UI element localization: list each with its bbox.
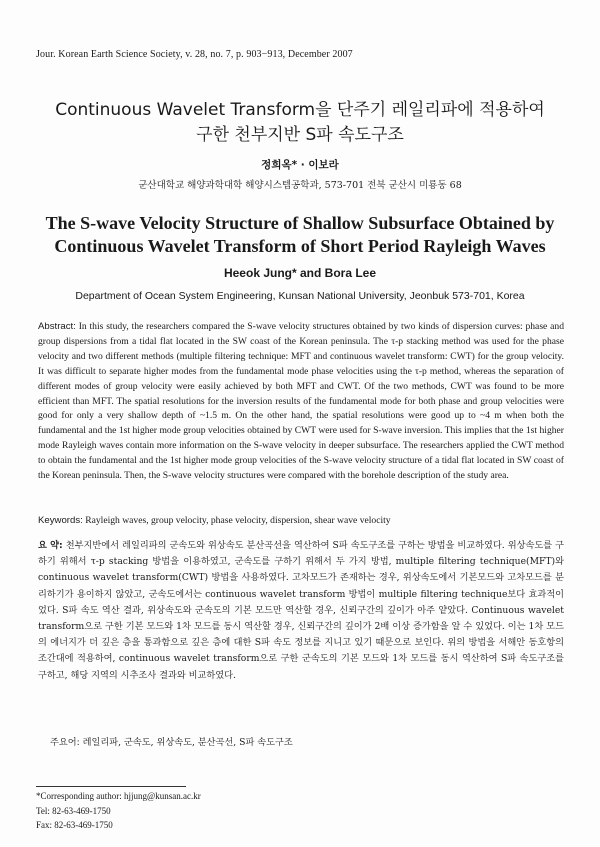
korean-keywords-text: 레일리파, 군속도, 위상속도, 분산곡선, S파 속도구조 (82, 737, 293, 748)
korean-authors: 정희옥* · 이보라 (261, 159, 339, 171)
keywords-label: Keywords: (38, 515, 83, 526)
keywords-text: Rayleigh waves, group velocity, phase velocity, dispersion, shear wave velocity (85, 515, 391, 526)
english-abstract (38, 320, 564, 484)
korean-keywords-label: 주요어: (50, 737, 80, 748)
abstract-text: In this study, the researchers compared the S-wave velocity structures obtained by two kinds of dispersion curves: phase and group dispersions from a tidal flat located in the SW coast of the Korean peninsula. The τ-p stacking method was used for the phase velocity and two different methods (multiple filtering technique: MFT and continuous wavelet transform: CWT) for the group velocity. It was difficult to separate higher modes from the fundamental mode phase velocities using the τ-p method, whereas the separation of different modes of group velocity were easily achieved by both MFT and CWT. Of the two methods, CWT was found to be more efficient than MFT. The spatial resolutions for the inversion results of the fundamental mode for both phase and group velocities were good for only a very shallow depth of ~1.5 m. On the other hand, the spatial resolutions were good up to ~4 m when both the fundamental and the 1st higher mode group velocities obtained by CWT were used for S-wave inversion. This implies that the 1st higher mode Rayleigh waves contain more information on the S-wave velocity in deeper subsurface. The researchers applied the CWT method to obtain the fundamental and the 1st higher mode group velocities of the S-wave velocity structure of a tidal flat located in SW coast of the Korean peninsula. Then, the S-wave velocity structures were compared with the borehole description of the study area. (38, 321, 564, 482)
english-keywords (38, 515, 564, 526)
korean-abstract-label: 요 약: (38, 540, 63, 551)
korean-abstract (38, 538, 564, 684)
corresponding-author-note: *Corresponding author: hjjung@kunsan.ac.kr (36, 791, 201, 801)
english-title-line-2: Continuous Wavelet Transform of Short Period Rayleigh Waves (54, 236, 546, 256)
korean-affiliation: 군산대학교 해양과학대학 해양시스템공학과, 573-701 전북 군산시 미룡동 68 (138, 180, 462, 191)
korean-keywords (50, 734, 293, 748)
english-authors: Heeok Jung* and Bora Lee (223, 266, 377, 280)
abstract-label: Abstract: (38, 321, 76, 332)
korean-abstract-text: 천부지반에서 레일리파의 군속도와 위상속도 분산곡선을 역산하여 S파 속도구조를 구하는 방법을 비교하였다. 위상속도를 구하기 위해서 τ-p stacking 방법을 이용하였고, 군속도를 구하기 위해서 두 가지 방법, multiple filtering technique(MFT)와 continuous wavelet transform(CWT) 방법을 사용하였다. 고차모드가 존재하는 경우, 위상속도에서 기본모드와 고차모드를 분리하기가 용이하지 않았고, 군속도에서는 continuous wavelet transform 방법이 multiple filtering technique보다 효과적이었다. S파 속도 역산 결과, 위상속도와 군속도의 기본 모드만 역산할 경우, 신뢰구간의 깊이가 아주 얕았다. Continuous wavelet transform으로 구한 기본 모드와 1차 모드를 동시 역산할 경우, 신뢰구간의 깊이가 2배 이상 증가함을 알 수 있었다. 이는 1차 모드의 에너지가 더 깊은 층을 통과함으로 깊은 층에 대한 S파 속도 정보를 지니고 있기 때문으로 보인다. 위의 방법을 서해안 동호항의 조간대에 적용하여, continuous wavelet transform으로 구한 군속도의 기본 모드와 1차 모드를 동시 역산하여 S파 속도구조를 구하고, 해당 지역의 시추조사 결과와 비교하였다. (38, 540, 565, 681)
english-affiliation: Department of Ocean System Engineering, Kunsan National University, Jeonbuk 573-701, Korea (75, 290, 525, 302)
korean-title-line-1: Continuous Wavelet Transform을 단주기 레일리파에 적용하여 (55, 100, 545, 120)
korean-title-line-2: 구한 천부지반 S파 속도구조 (196, 125, 404, 145)
fax-note: Fax: 82-63-469-1750 (36, 820, 113, 830)
journal-citation: Jour. Korean Earth Science Society, v. 28, no. 7, p. 903−913, December 2007 (36, 49, 353, 60)
telephone-note: Tel: 82-63-469-1750 (36, 806, 111, 816)
english-title-line-1: The S-wave Velocity Structure of Shallow Subsurface Obtained by (45, 213, 555, 233)
footnote-divider (36, 786, 186, 787)
